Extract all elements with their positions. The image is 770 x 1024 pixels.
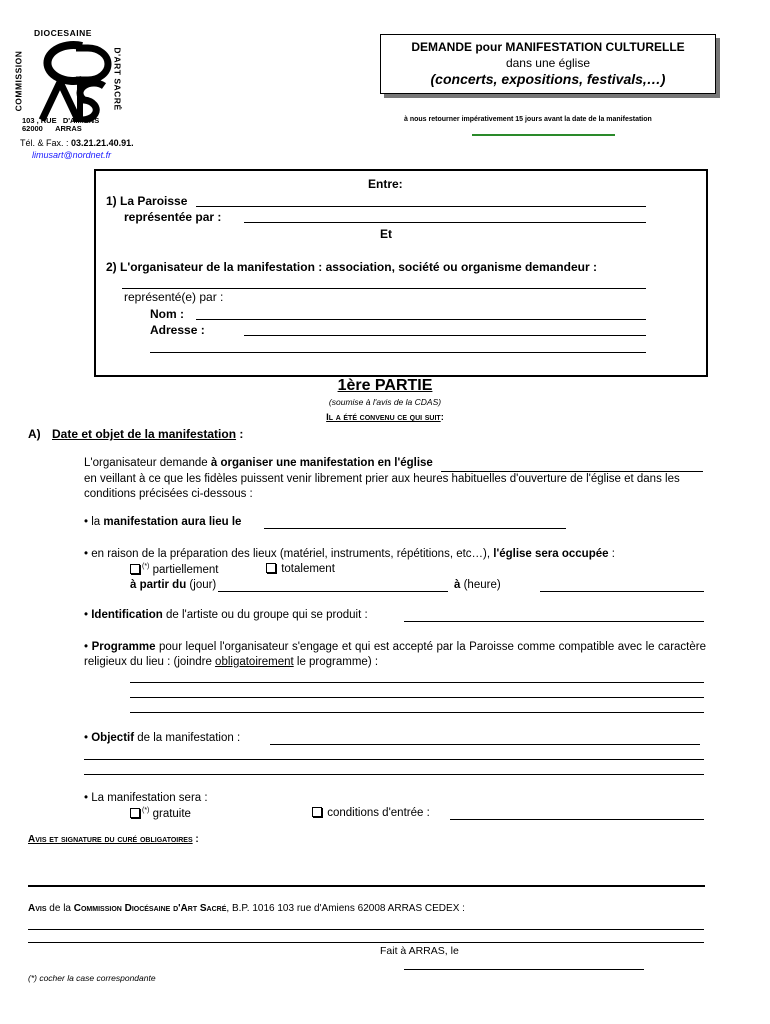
title-line1: DEMANDE pour MANIFESTATION CULTURELLE xyxy=(411,40,685,54)
gratuite-option[interactable] xyxy=(130,807,191,820)
intro-c: en veillant à ce que les fidèles puissent venir librement prier aux heures habituelles d'ouverture de l'église et dans les conditions précisées ci-dessous : xyxy=(84,473,680,500)
title-line3: (concerts, expositions, festivals,…) xyxy=(430,71,666,87)
footnote: (*) cocher la case correspondante xyxy=(28,973,156,983)
totalement-label: totalement xyxy=(281,563,335,575)
programme-field-2[interactable] xyxy=(130,697,704,698)
email-link[interactable]: limusart@nordnet.fr xyxy=(32,150,112,160)
lieu-b: manifestation aura lieu le xyxy=(103,516,242,528)
paroisse-label: 1) La Paroisse xyxy=(106,194,188,208)
et-label: Et xyxy=(380,227,392,241)
prog-a: • xyxy=(84,641,92,653)
programme-paragraph xyxy=(84,640,706,670)
section-a-colon: : xyxy=(236,427,244,441)
avis-cdas-a: Avis xyxy=(28,903,47,914)
totalement-checkbox[interactable] xyxy=(266,563,276,573)
prog-c: pour lequel l'organisateur s'engage et qui est accepté par la Paroisse comme compatible avec le caractère religieux du lieu : (joindre xyxy=(84,641,706,668)
conditions-option[interactable] xyxy=(312,807,430,819)
prog-b: Programme xyxy=(91,641,156,653)
lieu-a: • la xyxy=(84,516,104,528)
fait-date-field[interactable] xyxy=(404,969,644,970)
programme-field-3[interactable] xyxy=(130,712,704,713)
convenu-line xyxy=(0,412,770,423)
paroisse-field[interactable] xyxy=(196,206,646,207)
ident-line xyxy=(84,609,368,621)
gratuite-star: (*) xyxy=(142,807,150,814)
logo xyxy=(13,28,132,134)
avis-cdas-d: , B.P. 1016 103 rue d'Amiens 62008 ARRAS CEDEX : xyxy=(226,903,465,914)
obj-b: Objectif xyxy=(91,732,135,744)
conditions-checkbox[interactable] xyxy=(312,807,322,817)
heure-line xyxy=(454,579,501,591)
avis-cdas-c: Commission Diocésaine d'Art Sacré xyxy=(73,903,227,914)
notice-underline xyxy=(472,134,615,136)
avis-cure-text: Avis et signature du curé obligatoires xyxy=(28,834,193,845)
phone-number: 03.21.21.40.91. xyxy=(71,138,134,148)
intro-b: à organiser une manifestation en l'église xyxy=(210,457,433,469)
phone-label: Tél. & Fax. : xyxy=(20,138,69,148)
conditions-field[interactable] xyxy=(450,819,704,820)
represente-label: représenté(e) par : xyxy=(124,290,224,304)
partiellement-label: partiellement xyxy=(152,563,219,576)
eglise-field[interactable] xyxy=(441,456,703,472)
adresse-field-1[interactable] xyxy=(244,335,646,336)
adresse-label: Adresse : xyxy=(150,323,205,337)
objectif-field-3[interactable] xyxy=(84,774,704,775)
nom-field[interactable] xyxy=(196,319,646,320)
title-box xyxy=(380,34,716,94)
organisateur-field[interactable] xyxy=(122,288,646,289)
logo-cdas-mark xyxy=(34,40,114,122)
date-field[interactable] xyxy=(264,528,566,529)
representee-label: représentée par : xyxy=(124,210,222,224)
heure-field[interactable] xyxy=(540,591,704,592)
objectif-field-1[interactable] xyxy=(270,744,700,745)
avis-cure-colon: : xyxy=(192,834,199,845)
logo-left-text: COMMISSION xyxy=(13,50,24,112)
apartir-label: à partir du xyxy=(130,579,187,591)
logo-address-line1: 103 , RUE D'AMIENS xyxy=(22,116,100,125)
avis-cdas-field-1[interactable] xyxy=(28,929,704,930)
prep-line xyxy=(84,548,615,560)
prep-c: : xyxy=(608,548,615,560)
intro-paragraph xyxy=(84,456,706,502)
title-line2: dans une église xyxy=(505,56,591,70)
adresse-field-2[interactable] xyxy=(150,352,646,353)
phone-line xyxy=(20,138,134,148)
fait-label: Fait à ARRAS, le xyxy=(380,945,459,957)
obj-c: de la manifestation : xyxy=(134,732,241,744)
entre-label: Entre: xyxy=(368,177,403,191)
ident-a: • xyxy=(84,609,92,621)
objectif-field-2[interactable] xyxy=(84,759,704,760)
heure-label: (heure) xyxy=(460,579,501,591)
section-a-title: Date et objet de la manifestation xyxy=(52,427,237,441)
section-a-title-line xyxy=(52,427,243,441)
organisateur-label: 2) L'organisateur de la manifestation : association, société ou organisme demandeur : xyxy=(106,260,597,274)
intro-a: L'organisateur demande xyxy=(84,457,211,469)
apartir-line xyxy=(130,579,216,591)
programme-field-1[interactable] xyxy=(130,682,704,683)
representee-field[interactable] xyxy=(244,222,646,223)
avis-cdas-b: de la xyxy=(46,903,74,914)
convenu-text: Il a été convenu ce qui suit xyxy=(326,412,441,423)
jour-field[interactable] xyxy=(218,591,448,592)
partiellement-star: (*) xyxy=(142,563,150,570)
partiellement-option[interactable] xyxy=(130,563,218,576)
conditions-label: conditions d'entrée : xyxy=(327,807,430,819)
obj-a: • xyxy=(84,732,92,744)
logo-address-line2: 62000 ARRAS xyxy=(22,124,82,133)
a-label: à xyxy=(454,579,461,591)
avis-cure-line xyxy=(28,834,199,845)
logo-top-text: DIOCESAINE xyxy=(34,28,92,38)
ident-field[interactable] xyxy=(404,621,704,622)
gratuite-label: gratuite xyxy=(152,807,191,820)
logo-right-text: D'ART SACRÉ xyxy=(112,47,123,111)
nom-label: Nom : xyxy=(150,307,184,321)
totalement-option[interactable] xyxy=(266,563,335,575)
section-title: 1ère PARTIE xyxy=(337,377,433,394)
objectif-line xyxy=(84,732,240,744)
partiellement-checkbox[interactable] xyxy=(130,564,140,574)
ident-b: Identification xyxy=(91,609,163,621)
prep-a: • en raison de la préparation des lieux (matériel, instruments, répétitions, etc…), xyxy=(84,548,494,560)
section-a-letter: A) xyxy=(28,427,41,441)
prep-b: l'église sera occupée xyxy=(493,548,609,560)
sera-label: • La manifestation sera : xyxy=(84,792,208,804)
jour-label: (jour) xyxy=(186,579,217,591)
convenu-colon: : xyxy=(440,412,444,423)
prog-e: le programme) : xyxy=(293,656,379,668)
gratuite-checkbox[interactable] xyxy=(130,808,140,818)
signature-divider xyxy=(28,885,705,887)
avis-cdas-line xyxy=(28,903,465,914)
lieu-line xyxy=(84,516,241,528)
avis-cdas-field-2[interactable] xyxy=(28,942,704,943)
ident-c: de l'artiste ou du groupe qui se produit : xyxy=(162,609,368,621)
prog-d: obligatoirement xyxy=(215,656,294,668)
section-subtitle: (soumise à l'avis de la CDAS) xyxy=(328,397,442,407)
return-notice: à nous retourner impérativement 15 jours avant la date de la manifestation xyxy=(404,116,652,123)
